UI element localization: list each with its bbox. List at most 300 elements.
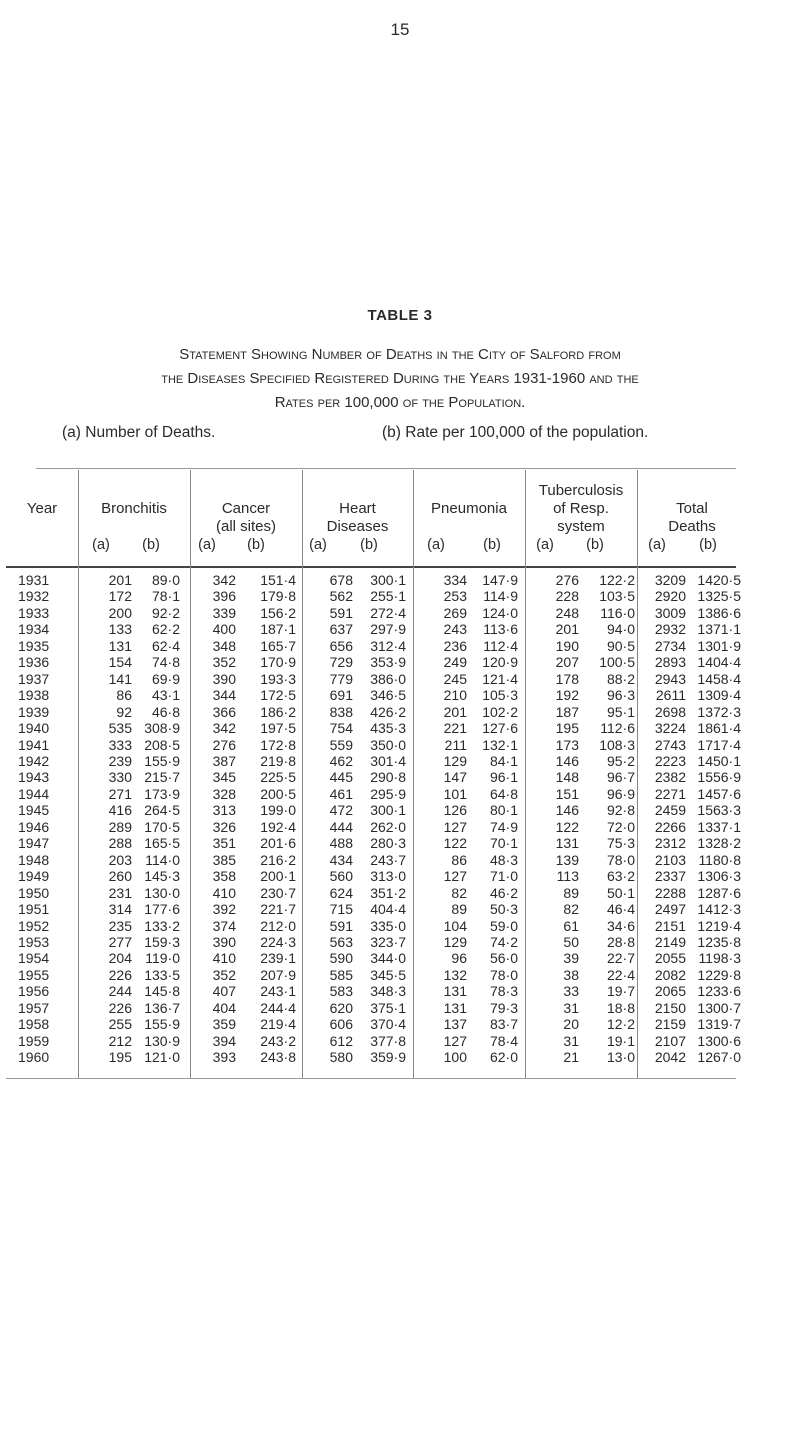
cell-tb-a: 151 xyxy=(555,785,579,802)
cell-bronchitis-a: 172 xyxy=(108,588,132,605)
cell-bronchitis-b: 43·1 xyxy=(151,687,180,704)
cell-heart-a: 445 xyxy=(329,769,353,786)
cell-heart-b: 370·4 xyxy=(370,1016,406,1033)
header-heart-line1: Heart xyxy=(339,500,376,517)
cell-heart-a: 591 xyxy=(329,917,353,934)
cell-tb-a: 207 xyxy=(555,654,579,671)
cell-tb-b: 92·8 xyxy=(606,802,635,819)
subheader-b: (b) xyxy=(483,537,501,553)
cell-cancer-b: 207·9 xyxy=(260,966,296,983)
cell-year: 1948 xyxy=(18,851,50,868)
cell-bronchitis-b: 121·0 xyxy=(144,1049,180,1066)
cell-cancer-b: 219·8 xyxy=(260,752,296,769)
header-tb-line3: system xyxy=(557,518,605,535)
cell-total-a: 2159 xyxy=(654,1016,686,1033)
cell-cancer-b: 170·9 xyxy=(260,654,296,671)
cell-heart-a: 620 xyxy=(329,999,353,1016)
cell-tb-a: 33 xyxy=(563,983,579,1000)
cell-tb-b: 72·0 xyxy=(606,818,635,835)
cell-pneumonia-b: 78·0 xyxy=(489,966,518,983)
cell-bronchitis-b: 89·0 xyxy=(151,572,180,588)
table-row xyxy=(6,605,741,621)
cell-tb-b: 22·7 xyxy=(606,950,635,967)
cell-bronchitis-a: 330 xyxy=(108,769,132,786)
table-row xyxy=(6,983,741,999)
cell-year: 1947 xyxy=(18,835,50,852)
cell-bronchitis-a: 92 xyxy=(116,703,132,720)
cell-total-b: 1267·0 xyxy=(697,1049,741,1066)
cell-tb-b: 108·3 xyxy=(599,736,635,753)
cell-pneumonia-a: 127 xyxy=(443,868,467,885)
table-top-rule xyxy=(36,468,736,469)
header-bronchitis: Bronchitis xyxy=(101,500,167,517)
cell-total-a: 2151 xyxy=(654,917,686,934)
cell-heart-b: 426·2 xyxy=(370,703,406,720)
cell-pneumonia-b: 79·3 xyxy=(489,999,518,1016)
cell-tb-a: 192 xyxy=(555,687,579,704)
cell-bronchitis-a: 416 xyxy=(108,802,132,819)
cell-total-a: 2932 xyxy=(654,621,686,638)
cell-bronchitis-b: 62·2 xyxy=(151,621,180,638)
table-row xyxy=(6,802,741,818)
cell-bronchitis-a: 226 xyxy=(108,966,132,983)
cell-pneumonia-a: 245 xyxy=(443,670,467,687)
cell-total-b: 1306·3 xyxy=(697,868,741,885)
cell-cancer-a: 410 xyxy=(212,950,236,967)
cell-bronchitis-a: 141 xyxy=(108,670,132,687)
cell-total-b: 1300·7 xyxy=(697,999,741,1016)
cell-pneumonia-a: 249 xyxy=(443,654,467,671)
cell-bronchitis-b: 155·9 xyxy=(144,752,180,769)
cell-pneumonia-a: 101 xyxy=(443,785,467,802)
header-tuberculosis xyxy=(525,482,637,536)
cell-pneumonia-a: 137 xyxy=(443,1016,467,1033)
table-row xyxy=(6,1000,741,1016)
cell-heart-b: 346·5 xyxy=(370,687,406,704)
cell-pneumonia-a: 100 xyxy=(443,1049,467,1066)
cell-year: 1937 xyxy=(18,670,50,687)
cell-tb-a: 201 xyxy=(555,621,579,638)
cell-year: 1953 xyxy=(18,933,50,950)
table-row xyxy=(6,720,741,736)
cell-total-b: 1386·6 xyxy=(697,604,741,621)
table-row xyxy=(6,671,741,687)
cell-cancer-a: 359 xyxy=(212,1016,236,1033)
cell-tb-b: 13·0 xyxy=(606,1049,635,1066)
cell-bronchitis-a: 333 xyxy=(108,736,132,753)
cell-heart-a: 779 xyxy=(329,670,353,687)
cell-total-b: 1420·5 xyxy=(697,572,741,588)
cell-tb-b: 34·6 xyxy=(606,917,635,934)
cell-cancer-a: 390 xyxy=(212,670,236,687)
cell-pneumonia-a: 127 xyxy=(443,818,467,835)
header-pneumonia: Pneumonia xyxy=(431,500,507,517)
cell-year: 1955 xyxy=(18,966,50,983)
header-cancer xyxy=(190,500,302,536)
cell-year: 1950 xyxy=(18,884,50,901)
cell-cancer-a: 344 xyxy=(212,687,236,704)
cell-bronchitis-b: 155·9 xyxy=(144,1016,180,1033)
cell-cancer-b: 192·4 xyxy=(260,818,296,835)
cell-cancer-a: 328 xyxy=(212,785,236,802)
cell-heart-b: 262·0 xyxy=(370,818,406,835)
cell-pneumonia-b: 102·2 xyxy=(482,703,518,720)
cell-total-a: 2698 xyxy=(654,703,686,720)
table-row xyxy=(6,835,741,851)
cell-total-a: 3209 xyxy=(654,572,686,588)
table-row xyxy=(6,934,741,950)
deaths-table xyxy=(6,572,741,1066)
cell-tb-a: 148 xyxy=(555,769,579,786)
cell-tb-a: 89 xyxy=(563,884,579,901)
cell-tb-b: 90·5 xyxy=(606,637,635,654)
subheader-b: (b) xyxy=(247,537,265,553)
cell-tb-a: 39 xyxy=(563,950,579,967)
cell-year: 1956 xyxy=(18,983,50,1000)
cell-bronchitis-a: 133 xyxy=(108,621,132,638)
cell-heart-b: 290·8 xyxy=(370,769,406,786)
cell-heart-b: 301·4 xyxy=(370,752,406,769)
cell-cancer-a: 385 xyxy=(212,851,236,868)
cell-total-b: 1861·4 xyxy=(697,720,741,737)
cell-bronchitis-a: 212 xyxy=(108,1032,132,1049)
cell-pneumonia-a: 96 xyxy=(451,950,467,967)
cell-heart-b: 335·0 xyxy=(370,917,406,934)
cell-tb-b: 116·0 xyxy=(600,604,635,621)
cell-pneumonia-a: 221 xyxy=(443,720,467,737)
cell-tb-a: 131 xyxy=(555,835,579,852)
cell-total-a: 2337 xyxy=(654,868,686,885)
cell-cancer-b: 179·8 xyxy=(260,588,296,605)
cell-year: 1945 xyxy=(18,802,50,819)
cell-pneumonia-a: 132 xyxy=(443,966,467,983)
cell-tb-a: 31 xyxy=(563,999,579,1016)
subheader-b: (b) xyxy=(360,537,378,553)
cell-pneumonia-a: 86 xyxy=(451,851,467,868)
table-row xyxy=(6,588,741,604)
cell-total-a: 2223 xyxy=(654,752,686,769)
cell-total-b: 1287·6 xyxy=(697,884,741,901)
cell-cancer-a: 352 xyxy=(212,966,236,983)
table-row xyxy=(6,769,741,785)
cell-heart-a: 580 xyxy=(329,1049,353,1066)
cell-cancer-b: 221·7 xyxy=(260,901,296,918)
cell-bronchitis-a: 239 xyxy=(108,752,132,769)
table-bottom-rule xyxy=(6,1078,736,1079)
cell-bronchitis-a: 289 xyxy=(108,818,132,835)
cell-heart-a: 461 xyxy=(329,785,353,802)
table-row xyxy=(6,737,741,753)
cell-total-a: 2042 xyxy=(654,1049,686,1066)
header-total-line1: Total xyxy=(676,500,708,517)
table-row xyxy=(6,1049,741,1065)
cell-heart-a: 591 xyxy=(329,604,353,621)
cell-bronchitis-a: 260 xyxy=(108,868,132,885)
cell-cancer-a: 374 xyxy=(212,917,236,934)
cell-cancer-b: 199·0 xyxy=(260,802,296,819)
cell-heart-b: 323·7 xyxy=(370,933,406,950)
cell-tb-b: 103·5 xyxy=(599,588,635,605)
cell-pneumonia-b: 132·1 xyxy=(482,736,518,753)
subheader-a: (a) xyxy=(536,537,554,553)
cell-tb-b: 22·4 xyxy=(606,966,635,983)
cell-cancer-b: 172·5 xyxy=(260,687,296,704)
cell-cancer-a: 392 xyxy=(212,901,236,918)
cell-cancer-b: 212·0 xyxy=(260,917,296,934)
subheader-a: (a) xyxy=(198,537,216,553)
cell-heart-a: 754 xyxy=(329,720,353,737)
cell-bronchitis-b: 173·9 xyxy=(144,785,180,802)
cell-heart-a: 656 xyxy=(329,637,353,654)
cell-pneumonia-b: 71·0 xyxy=(489,868,518,885)
cell-tb-a: 122 xyxy=(555,818,579,835)
cell-cancer-a: 348 xyxy=(212,637,236,654)
cell-total-b: 1450·1 xyxy=(697,752,741,769)
cell-bronchitis-a: 231 xyxy=(108,884,132,901)
cell-total-b: 1372·3 xyxy=(697,703,741,720)
table-row xyxy=(6,852,741,868)
cell-year: 1951 xyxy=(18,901,50,918)
cell-heart-b: 350·0 xyxy=(370,736,406,753)
cell-year: 1931 xyxy=(18,572,50,588)
cell-total-a: 2734 xyxy=(654,637,686,654)
cell-cancer-b: 239·1 xyxy=(260,950,296,967)
cell-total-b: 1458·4 xyxy=(697,670,741,687)
cell-pneumonia-b: 121·4 xyxy=(482,670,518,687)
cell-pneumonia-b: 127·6 xyxy=(482,720,518,737)
cell-total-a: 2288 xyxy=(654,884,686,901)
cell-heart-a: 729 xyxy=(329,654,353,671)
cell-heart-b: 255·1 xyxy=(370,588,406,605)
legend-b: (b) Rate per 100,000 of the population. xyxy=(382,424,649,441)
cell-pneumonia-a: 127 xyxy=(443,1032,467,1049)
cell-bronchitis-a: 201 xyxy=(108,572,132,588)
cell-cancer-b: 156·2 xyxy=(260,604,296,621)
cell-pneumonia-b: 113·6 xyxy=(483,621,518,638)
cell-tb-a: 146 xyxy=(555,752,579,769)
cell-bronchitis-b: 114·0 xyxy=(145,851,180,868)
cell-total-b: 1180·8 xyxy=(698,851,741,868)
cell-cancer-a: 390 xyxy=(212,933,236,950)
cell-tb-b: 78·0 xyxy=(606,851,635,868)
cell-total-a: 2920 xyxy=(654,588,686,605)
cell-bronchitis-a: 314 xyxy=(108,901,132,918)
cell-total-b: 1319·7 xyxy=(697,1016,741,1033)
table-row xyxy=(6,950,741,966)
cell-tb-b: 12·2 xyxy=(606,1016,635,1033)
cell-heart-b: 348·3 xyxy=(370,983,406,1000)
cell-year: 1959 xyxy=(18,1032,50,1049)
cell-pneumonia-b: 96·1 xyxy=(489,769,518,786)
cell-tb-a: 190 xyxy=(555,637,579,654)
cell-pneumonia-b: 62·0 xyxy=(489,1049,518,1066)
cell-heart-a: 563 xyxy=(329,933,353,950)
subheader-a: (a) xyxy=(648,537,666,553)
cell-cancer-b: 244·4 xyxy=(260,999,296,1016)
cell-bronchitis-a: 288 xyxy=(108,835,132,852)
cell-bronchitis-a: 203 xyxy=(108,851,132,868)
cell-total-a: 2149 xyxy=(654,933,686,950)
cell-pneumonia-b: 74·9 xyxy=(489,818,518,835)
cell-total-a: 2611 xyxy=(655,687,686,704)
cell-heart-a: 624 xyxy=(329,884,353,901)
cell-bronchitis-b: 145·8 xyxy=(144,983,180,1000)
cell-pneumonia-a: 236 xyxy=(443,637,467,654)
cell-pneumonia-b: 114·9 xyxy=(483,588,518,605)
cell-tb-a: 61 xyxy=(563,917,579,934)
cell-pneumonia-a: 334 xyxy=(443,572,467,588)
cell-heart-b: 351·2 xyxy=(370,884,406,901)
cell-heart-b: 404·4 xyxy=(370,901,406,918)
cell-heart-a: 606 xyxy=(329,1016,353,1033)
cell-cancer-b: 193·3 xyxy=(260,670,296,687)
cell-pneumonia-b: 46·2 xyxy=(489,884,518,901)
cell-cancer-a: 407 xyxy=(212,983,236,1000)
cell-heart-a: 637 xyxy=(329,621,353,638)
cell-tb-b: 19·1 xyxy=(606,1032,635,1049)
cell-tb-b: 19·7 xyxy=(606,983,635,1000)
cell-tb-b: 100·5 xyxy=(599,654,635,671)
header-total xyxy=(637,500,747,536)
cell-pneumonia-b: 64·8 xyxy=(489,785,518,802)
cell-cancer-b: 224·3 xyxy=(260,933,296,950)
cell-bronchitis-b: 74·8 xyxy=(151,654,180,671)
cell-heart-a: 583 xyxy=(329,983,353,1000)
cell-year: 1957 xyxy=(18,999,50,1016)
cell-year: 1934 xyxy=(18,621,50,638)
cell-heart-b: 300·1 xyxy=(370,802,406,819)
cell-total-a: 2271 xyxy=(654,785,686,802)
cell-cancer-b: 187·1 xyxy=(260,621,296,638)
table-body xyxy=(6,572,741,1066)
cell-heart-a: 691 xyxy=(329,687,353,704)
cell-heart-b: 312·4 xyxy=(370,637,406,654)
cell-total-b: 1235·8 xyxy=(697,933,741,950)
cell-tb-a: 31 xyxy=(563,1032,579,1049)
cell-year: 1949 xyxy=(18,868,50,885)
table-title: TABLE 3 xyxy=(367,307,433,324)
cell-pneumonia-b: 80·1 xyxy=(489,802,518,819)
cell-tb-a: 178 xyxy=(555,670,579,687)
cell-pneumonia-a: 82 xyxy=(451,884,467,901)
cell-cancer-b: 230·7 xyxy=(260,884,296,901)
cell-total-a: 2266 xyxy=(654,818,686,835)
cell-tb-a: 187 xyxy=(555,703,579,720)
cell-year: 1938 xyxy=(18,687,50,704)
cell-pneumonia-a: 131 xyxy=(443,999,467,1016)
caption-line-2: the Diseases Specified Registered During the Years 1931-1960 and the xyxy=(161,370,639,387)
cell-cancer-a: 351 xyxy=(212,835,236,852)
header-total-line2: Deaths xyxy=(668,518,716,535)
cell-heart-a: 560 xyxy=(329,868,353,885)
cell-total-a: 2943 xyxy=(654,670,686,687)
cell-year: 1933 xyxy=(18,604,50,621)
cell-tb-b: 122·2 xyxy=(599,572,635,588)
cell-bronchitis-b: 215·7 xyxy=(144,769,180,786)
table-row xyxy=(6,868,741,884)
cell-heart-b: 386·0 xyxy=(370,670,406,687)
cell-cancer-b: 243·2 xyxy=(260,1032,296,1049)
cell-tb-b: 95·1 xyxy=(606,703,635,720)
cell-bronchitis-a: 277 xyxy=(108,933,132,950)
cell-heart-a: 612 xyxy=(329,1032,353,1049)
cell-total-a: 2150 xyxy=(654,999,686,1016)
cell-cancer-b: 200·5 xyxy=(260,785,296,802)
cell-total-a: 2065 xyxy=(654,983,686,1000)
cell-total-a: 2312 xyxy=(654,835,686,852)
cell-total-a: 2082 xyxy=(654,966,686,983)
cell-tb-a: 173 xyxy=(555,736,579,753)
cell-tb-a: 276 xyxy=(555,572,579,588)
cell-heart-a: 678 xyxy=(329,572,353,588)
cell-pneumonia-a: 104 xyxy=(443,917,467,934)
cell-year: 1940 xyxy=(18,720,50,737)
cell-cancer-a: 342 xyxy=(212,572,236,588)
cell-year: 1944 xyxy=(18,785,50,802)
cell-total-b: 1412·3 xyxy=(697,901,741,918)
cell-cancer-b: 225·5 xyxy=(260,769,296,786)
cell-pneumonia-b: 56·0 xyxy=(489,950,518,967)
cell-total-b: 1717·4 xyxy=(697,736,741,753)
cell-heart-a: 434 xyxy=(329,851,353,868)
header-tb-line2: of Resp. xyxy=(553,500,609,517)
cell-tb-b: 63·2 xyxy=(606,868,635,885)
cell-pneumonia-a: 122 xyxy=(443,835,467,852)
cell-cancer-a: 313 xyxy=(212,802,236,819)
cell-cancer-a: 410 xyxy=(212,884,236,901)
table-row xyxy=(6,1033,741,1049)
cell-bronchitis-a: 86 xyxy=(116,687,132,704)
cell-bronchitis-b: 133·2 xyxy=(144,917,180,934)
cell-year: 1936 xyxy=(18,654,50,671)
cell-cancer-b: 197·5 xyxy=(260,720,296,737)
cell-tb-b: 46·4 xyxy=(606,901,635,918)
cell-pneumonia-b: 120·9 xyxy=(482,654,518,671)
header-heart-line2: Diseases xyxy=(326,518,389,535)
cell-total-a: 2497 xyxy=(654,901,686,918)
cell-tb-a: 195 xyxy=(555,720,579,737)
cell-pneumonia-b: 124·0 xyxy=(482,604,518,621)
cell-pneumonia-a: 243 xyxy=(443,621,467,638)
cell-bronchitis-b: 69·9 xyxy=(151,670,180,687)
cell-heart-b: 359·9 xyxy=(370,1049,406,1066)
cell-total-b: 1219·4 xyxy=(697,917,741,934)
cell-pneumonia-b: 84·1 xyxy=(489,752,518,769)
table-row xyxy=(6,918,741,934)
caption-line-1: Statement Showing Number of Deaths in the City of Salford from xyxy=(179,346,621,363)
cell-bronchitis-a: 200 xyxy=(108,604,132,621)
cell-tb-b: 50·1 xyxy=(606,884,635,901)
cell-total-b: 1233·6 xyxy=(697,983,741,1000)
cell-pneumonia-a: 126 xyxy=(443,802,467,819)
cell-bronchitis-b: 130·9 xyxy=(144,1032,180,1049)
cell-total-a: 2107 xyxy=(654,1032,686,1049)
cell-bronchitis-b: 119·0 xyxy=(145,950,180,967)
cell-bronchitis-a: 204 xyxy=(108,950,132,967)
cell-tb-b: 96·3 xyxy=(606,687,635,704)
cell-tb-a: 139 xyxy=(555,851,579,868)
cell-total-a: 2103 xyxy=(654,851,686,868)
cell-heart-a: 472 xyxy=(329,802,353,819)
cell-cancer-a: 387 xyxy=(212,752,236,769)
cell-total-b: 1309·4 xyxy=(697,687,741,704)
cell-heart-a: 838 xyxy=(329,703,353,720)
table-row xyxy=(6,621,741,637)
cell-bronchitis-a: 235 xyxy=(108,917,132,934)
cell-tb-b: 75·3 xyxy=(606,835,635,852)
cell-pneumonia-a: 269 xyxy=(443,604,467,621)
cell-heart-a: 585 xyxy=(329,966,353,983)
